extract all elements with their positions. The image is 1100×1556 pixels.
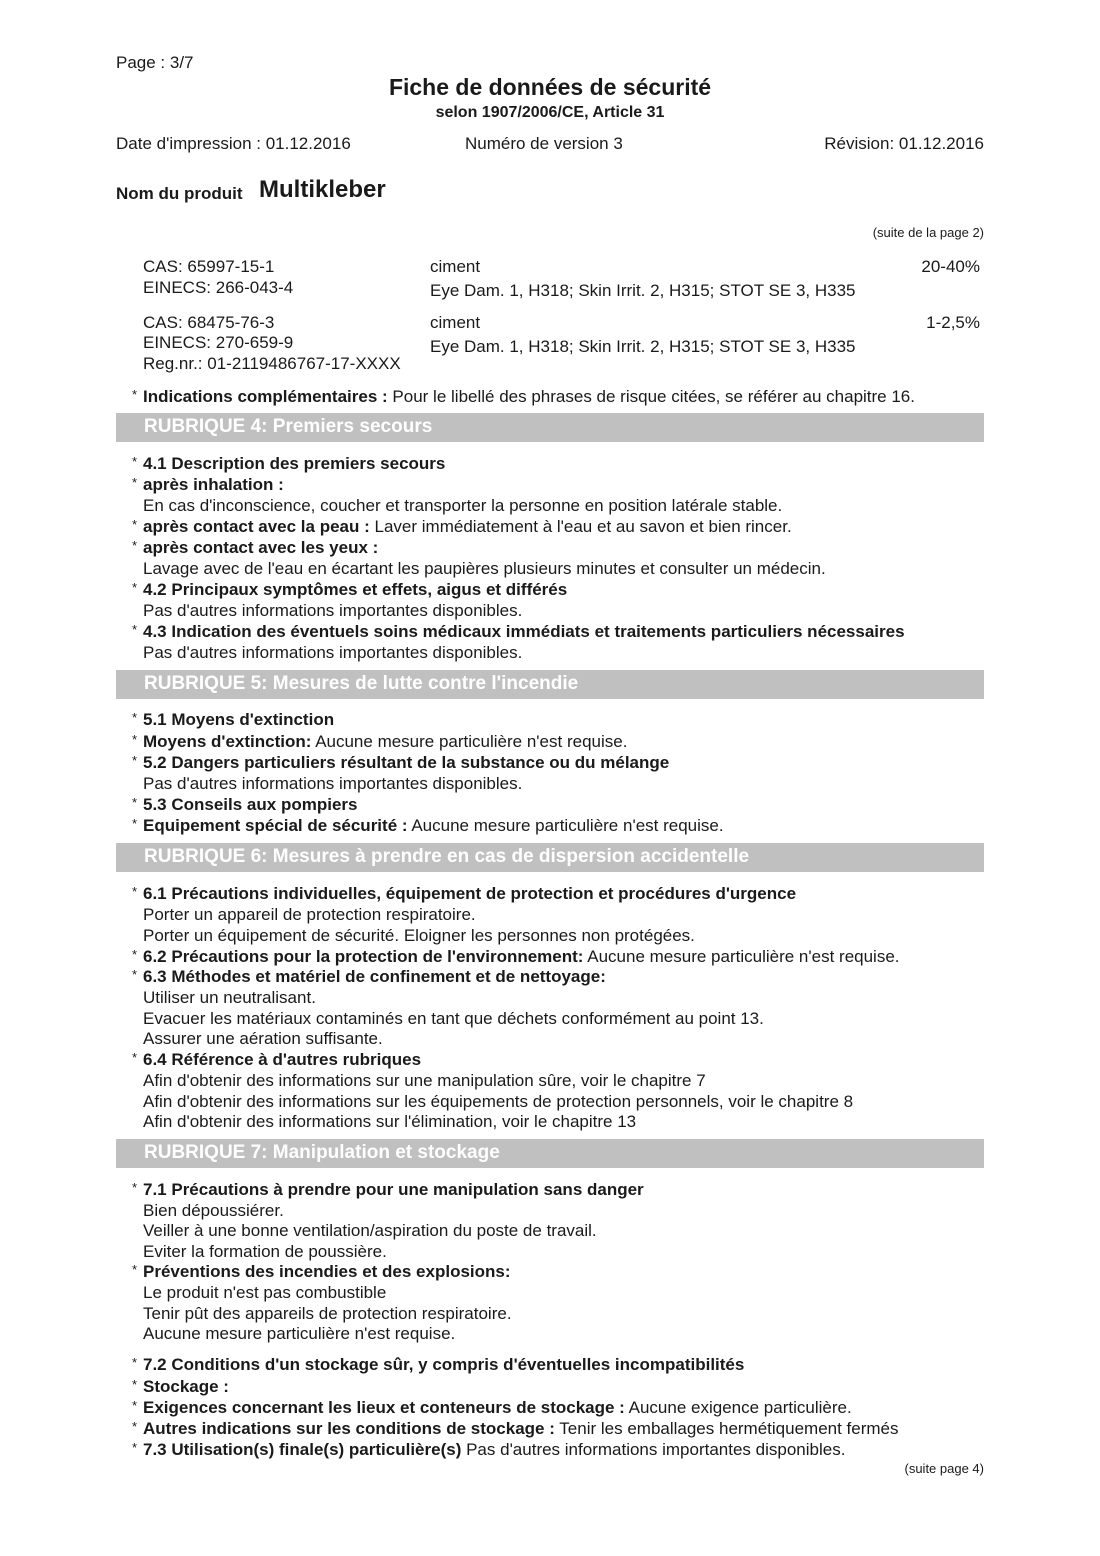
revision-star: * bbox=[132, 710, 138, 725]
subsection-heading: 6.1 Précautions individuelles, équipement de protection et procédures d'urgence bbox=[143, 884, 797, 903]
section-title: RUBRIQUE 7: Manipulation et stockage bbox=[144, 1142, 500, 1163]
revision-star: * bbox=[132, 622, 138, 637]
version-number: Numéro de version 3 bbox=[465, 134, 623, 153]
continued-to-note: (suite page 4) bbox=[904, 1461, 984, 1476]
additional-info-text: Pour le libellé des phrases de risque citées, se référer au chapitre 16. bbox=[392, 387, 915, 406]
revision-star: * bbox=[132, 387, 138, 402]
section-text: En cas d'inconscience, coucher et transporter la personne en position latérale stable. bbox=[143, 496, 783, 515]
section-5-banner bbox=[116, 670, 984, 699]
revision-date: Révision: 01.12.2016 bbox=[824, 134, 984, 153]
section-title: RUBRIQUE 6: Mesures à prendre en cas de dispersion accidentelle bbox=[144, 846, 750, 867]
subsection-heading: 4.2 Principaux symptômes et effets, aigus et différés bbox=[143, 580, 568, 599]
subsection-heading: 4.3 Indication des éventuels soins médicaux immédiats et traitements particuliers nécessaires bbox=[143, 622, 905, 641]
section-title: RUBRIQUE 5: Mesures de lutte contre l'incendie bbox=[144, 673, 579, 694]
continued-from-note: (suite de la page 2) bbox=[872, 225, 984, 240]
print-date: Date d'impression : 01.12.2016 bbox=[116, 134, 351, 153]
revision-star: * bbox=[132, 475, 138, 490]
subsection-heading: Stockage : bbox=[143, 1377, 229, 1396]
section-text: Porter un équipement de sécurité. Eloigner les personnes non protégées. bbox=[143, 926, 695, 945]
inline-text: Tenir les emballages hermétiquement fermés bbox=[559, 1419, 899, 1438]
revision-star: * bbox=[132, 1355, 138, 1370]
revision-star: * bbox=[132, 967, 138, 982]
component-classification: Eye Dam. 1, H318; Skin Irrit. 2, H315; STOT SE 3, H335 bbox=[430, 337, 856, 356]
product-label: Nom du produit bbox=[116, 184, 243, 203]
subsection-heading: 5.2 Dangers particuliers résultant de la substance ou du mélange bbox=[143, 753, 670, 772]
document-title: Fiche de données de sécurité bbox=[388, 74, 712, 100]
section-title: RUBRIQUE 4: Premiers secours bbox=[144, 416, 433, 437]
component-name: ciment bbox=[430, 313, 481, 332]
component-cas: CAS: 65997-15-1 bbox=[143, 257, 275, 276]
document-subtitle: selon 1907/2006/CE, Article 31 bbox=[435, 104, 665, 121]
subsection-heading: après contact avec les yeux : bbox=[143, 538, 379, 557]
section-7-banner bbox=[116, 1139, 984, 1168]
revision-star: * bbox=[132, 1377, 138, 1392]
revision-star: * bbox=[132, 947, 138, 962]
inline-label: après contact avec la peau : bbox=[143, 517, 370, 536]
revision-star: * bbox=[132, 1180, 138, 1195]
section-text: Pas d'autres informations importantes disponibles. bbox=[143, 643, 523, 662]
section-text: Lavage avec de l'eau en écartant les paupières plusieurs minutes et consulter un médecin. bbox=[143, 559, 826, 578]
section-text: Eviter la formation de poussière. bbox=[143, 1242, 387, 1261]
section-text: Porter un appareil de protection respiratoire. bbox=[143, 905, 476, 924]
inline-text: Pas d'autres informations importantes disponibles. bbox=[466, 1440, 846, 1459]
section-text: Afin d'obtenir des informations sur l'élimination, voir le chapitre 13 bbox=[143, 1112, 637, 1131]
component-regnr: Reg.nr.: 01-2119486767-17-XXXX bbox=[143, 354, 401, 373]
section-6-banner bbox=[116, 843, 984, 872]
revision-star: * bbox=[132, 1440, 138, 1455]
component-cas: CAS: 68475-76-3 bbox=[143, 313, 275, 332]
revision-star: * bbox=[132, 517, 138, 532]
section-text: Afin d'obtenir des informations sur les équipements de protection personnels, voir le chapitre 8 bbox=[143, 1092, 854, 1111]
inline-label: Autres indications sur les conditions de stockage : bbox=[143, 1419, 555, 1438]
section-text: Pas d'autres informations importantes disponibles. bbox=[143, 601, 523, 620]
revision-star: * bbox=[132, 1398, 138, 1413]
inline-text: Aucune mesure particulière n'est requise. bbox=[411, 816, 724, 835]
component-classification: Eye Dam. 1, H318; Skin Irrit. 2, H315; STOT SE 3, H335 bbox=[430, 281, 856, 300]
section-text: Afin d'obtenir des informations sur une manipulation sûre, voir le chapitre 7 bbox=[143, 1071, 706, 1090]
additional-info-label: Indications complémentaires : bbox=[143, 387, 388, 406]
revision-star: * bbox=[132, 538, 138, 553]
revision-star: * bbox=[132, 884, 138, 899]
inline-label: Exigences concernant les lieux et conteneurs de stockage : bbox=[143, 1398, 625, 1417]
inline-label: Equipement spécial de sécurité : bbox=[143, 816, 408, 835]
section-text: Pas d'autres informations importantes disponibles. bbox=[143, 774, 523, 793]
subsection-heading: 7.2 Conditions d'un stockage sûr, y compris d'éventuelles incompatibilités bbox=[143, 1355, 745, 1374]
subsection-heading: après inhalation : bbox=[143, 475, 284, 494]
section-text: Assurer une aération suffisante. bbox=[143, 1029, 383, 1048]
subsection-heading: 6.3 Méthodes et matériel de confinement et de nettoyage: bbox=[143, 967, 606, 986]
revision-star: * bbox=[132, 1050, 138, 1065]
component-einecs: EINECS: 270-659-9 bbox=[143, 333, 294, 352]
component-percent: 20-40% bbox=[921, 257, 980, 276]
inline-label: 6.2 Précautions pour la protection de l'environnement: bbox=[143, 947, 584, 966]
section-text: Bien dépoussiérer. bbox=[143, 1201, 284, 1220]
revision-star: * bbox=[132, 732, 138, 747]
revision-star: * bbox=[132, 454, 138, 469]
inline-text: Aucune mesure particulière n'est requise. bbox=[315, 732, 628, 751]
section-text: Veiller à une bonne ventilation/aspiration du poste de travail. bbox=[143, 1221, 597, 1240]
subsection-heading: 5.1 Moyens d'extinction bbox=[143, 710, 335, 729]
page-number: Page : 3/7 bbox=[116, 53, 194, 72]
revision-star: * bbox=[132, 753, 138, 768]
subsection-heading: 5.3 Conseils aux pompiers bbox=[143, 795, 358, 814]
inline-label: 7.3 Utilisation(s) finale(s) particulière(s) bbox=[143, 1440, 462, 1459]
inline-text: Aucune exigence particulière. bbox=[628, 1398, 852, 1417]
revision-star: * bbox=[132, 580, 138, 595]
section-4-banner bbox=[116, 413, 984, 442]
subsection-heading: 4.1 Description des premiers secours bbox=[143, 454, 446, 473]
component-percent: 1-2,5% bbox=[926, 313, 980, 332]
section-text: Evacuer les matériaux contaminés en tant que déchets conformément au point 13. bbox=[143, 1009, 764, 1028]
component-name: ciment bbox=[430, 257, 481, 276]
section-text: Tenir pût des appareils de protection respiratoire. bbox=[143, 1304, 512, 1323]
section-text: Le produit n'est pas combustible bbox=[143, 1283, 387, 1302]
inline-text: Aucune mesure particulière n'est requise. bbox=[587, 947, 900, 966]
subsection-heading: 6.4 Référence à d'autres rubriques bbox=[143, 1050, 422, 1069]
section-text: Aucune mesure particulière n'est requise. bbox=[143, 1324, 456, 1343]
section-text: Utiliser un neutralisant. bbox=[143, 988, 316, 1007]
revision-star: * bbox=[132, 795, 138, 810]
revision-star: * bbox=[132, 1262, 138, 1277]
subsection-heading: 7.1 Précautions à prendre pour une manipulation sans danger bbox=[143, 1180, 644, 1199]
revision-star: * bbox=[132, 816, 138, 831]
inline-text: Laver immédiatement à l'eau et au savon et bien rincer. bbox=[374, 517, 792, 536]
revision-star: * bbox=[132, 1419, 138, 1434]
subsection-heading: Préventions des incendies et des explosions: bbox=[143, 1262, 511, 1281]
inline-label: Moyens d'extinction: bbox=[143, 732, 312, 751]
product-name: Multikleber bbox=[259, 176, 386, 203]
component-einecs: EINECS: 266-043-4 bbox=[143, 278, 294, 297]
